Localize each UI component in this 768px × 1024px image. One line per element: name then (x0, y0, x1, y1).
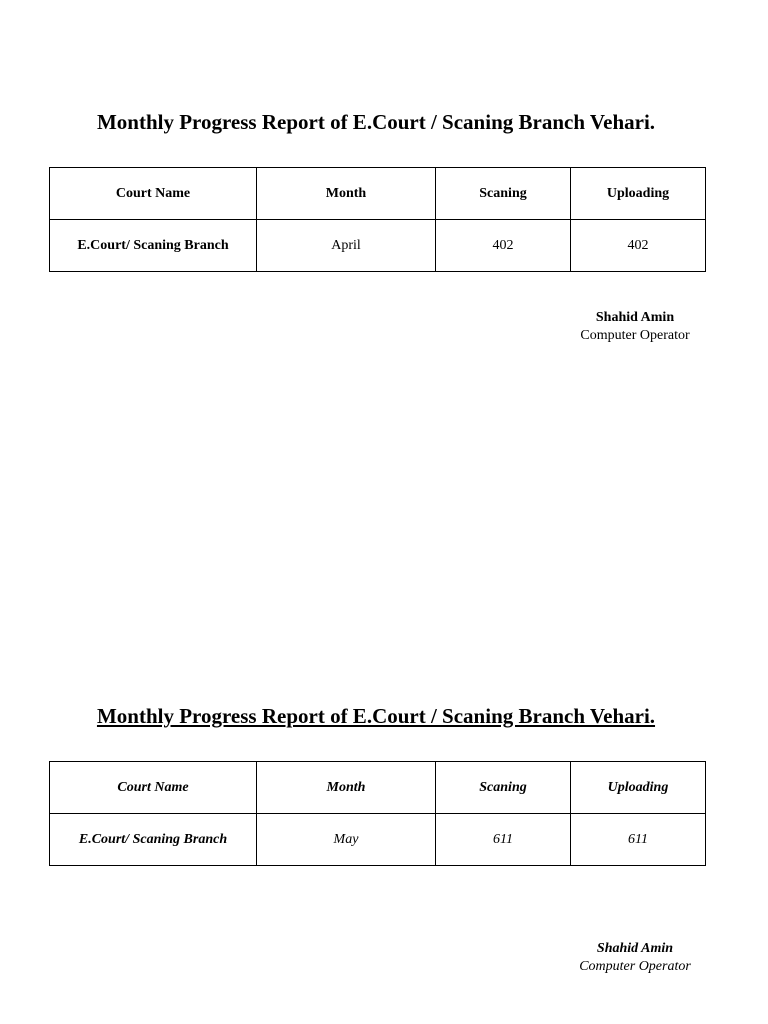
signature-name: Shahid Amin (596, 941, 674, 956)
table-header-row (50, 168, 706, 220)
cell-month: May (257, 814, 436, 866)
signature-name: Shahid Amin (595, 310, 675, 325)
report-title: Monthly Progress Report of E.Court / Scaning Branch Vehari. (96, 704, 656, 728)
header-uploading: Uploading (571, 168, 706, 220)
header-scaning: Scaning (436, 168, 571, 220)
cell-court-name: E.Court/ Scaning Branch (50, 814, 257, 866)
header-court-name: Court Name (50, 168, 257, 220)
signature-block (560, 940, 710, 976)
cell-month: April (257, 220, 436, 272)
progress-table (49, 167, 706, 272)
header-month: Month (257, 762, 436, 814)
header-scaning: Scaning (436, 762, 571, 814)
table-row (50, 220, 706, 272)
cell-uploading: 402 (571, 220, 706, 272)
table-header-row (50, 762, 706, 814)
header-uploading: Uploading (571, 762, 706, 814)
header-month: Month (257, 168, 436, 220)
signature-role: Computer Operator (580, 328, 690, 343)
table-row (50, 814, 706, 866)
cell-scaning: 402 (436, 220, 571, 272)
cell-court-name: E.Court/ Scaning Branch (50, 220, 257, 272)
signature-block (560, 309, 710, 345)
progress-table (49, 761, 706, 866)
cell-uploading: 611 (571, 814, 706, 866)
header-court-name: Court Name (50, 762, 257, 814)
signature-role: Computer Operator (579, 959, 691, 974)
report-title: Monthly Progress Report of E.Court / Scaning Branch Vehari. (96, 110, 656, 134)
cell-scaning: 611 (436, 814, 571, 866)
